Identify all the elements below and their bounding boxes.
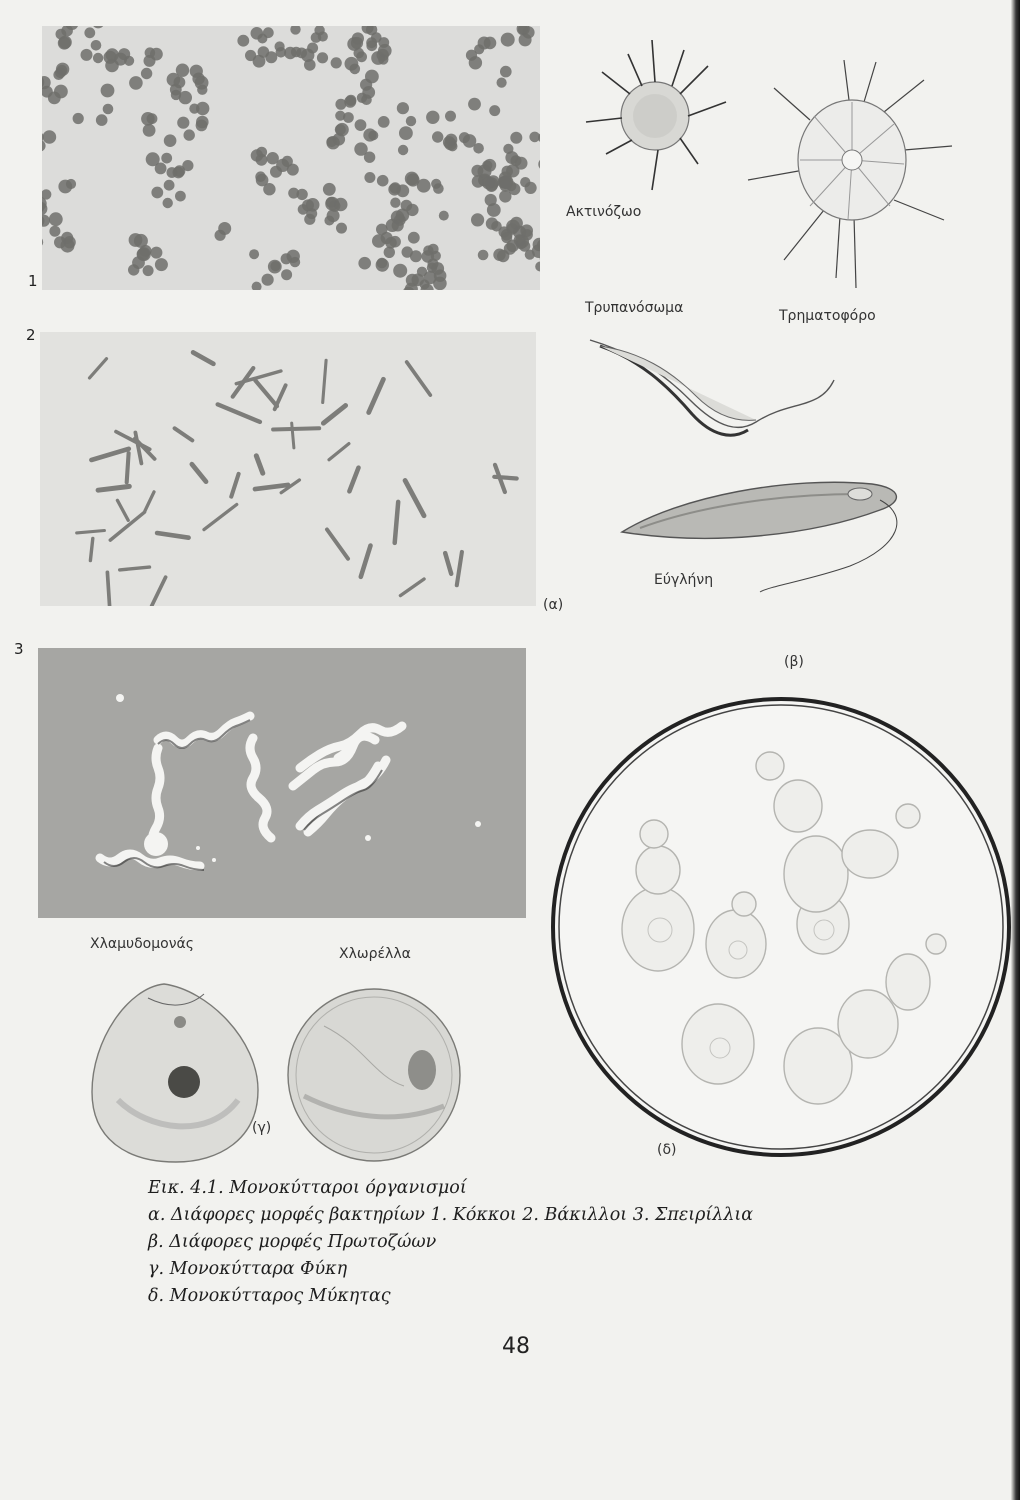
label-trimatoforo: Τρηματοφόρο bbox=[779, 308, 876, 324]
caption-line-b: β. Διάφορες μορφές Πρωτοζώων bbox=[148, 1232, 437, 1252]
panel-number-3: 3 bbox=[14, 640, 24, 658]
panel-label-b: (β) bbox=[784, 654, 804, 670]
label-aktinozoo: Ακτινόζωο bbox=[566, 204, 642, 220]
panel-number-2: 2 bbox=[26, 326, 36, 344]
label-trypanosoma: Τρυπανόσωμα bbox=[585, 300, 684, 316]
trimatoforo-drawing bbox=[744, 60, 954, 290]
panel-number-1: 1 bbox=[28, 272, 38, 290]
label-euglini: Εύγλήνη bbox=[654, 572, 714, 588]
cocci-micrograph bbox=[42, 26, 540, 290]
page-edge-shadow bbox=[1011, 0, 1020, 1500]
page-number: 48 bbox=[502, 1334, 530, 1359]
aktinozoo-drawing bbox=[580, 36, 730, 196]
caption-line-a: α. Διάφορες μορφές βακτηρίων 1. Κόκκοι 2. Βάκιλλοι 3. Σπειρίλλια bbox=[148, 1205, 754, 1225]
bacilli-micrograph bbox=[40, 332, 536, 606]
panel-label-c: (γ) bbox=[252, 1120, 272, 1136]
chlorella-drawing bbox=[284, 986, 464, 1164]
chlamydomonas-drawing bbox=[88, 980, 264, 1166]
panel-label-d: (δ) bbox=[657, 1142, 677, 1158]
caption-line-d: δ. Μονοκύτταρος Μύκητας bbox=[148, 1286, 391, 1306]
caption-line-c: γ. Μονοκύτταρα Φύκη bbox=[148, 1259, 348, 1279]
trypanosoma-drawing bbox=[560, 330, 850, 450]
caption-title: Εικ. 4.1. Μονοκύτταροι όργανισμοί bbox=[148, 1178, 467, 1198]
label-chlamydomonas: Χλαμυδομονάς bbox=[90, 936, 194, 952]
yeast-petri-circle bbox=[548, 694, 1016, 1162]
label-chlorella: Χλωρέλλα bbox=[339, 946, 411, 962]
spirilla-micrograph bbox=[38, 648, 526, 918]
panel-label-a: (α) bbox=[543, 597, 564, 613]
